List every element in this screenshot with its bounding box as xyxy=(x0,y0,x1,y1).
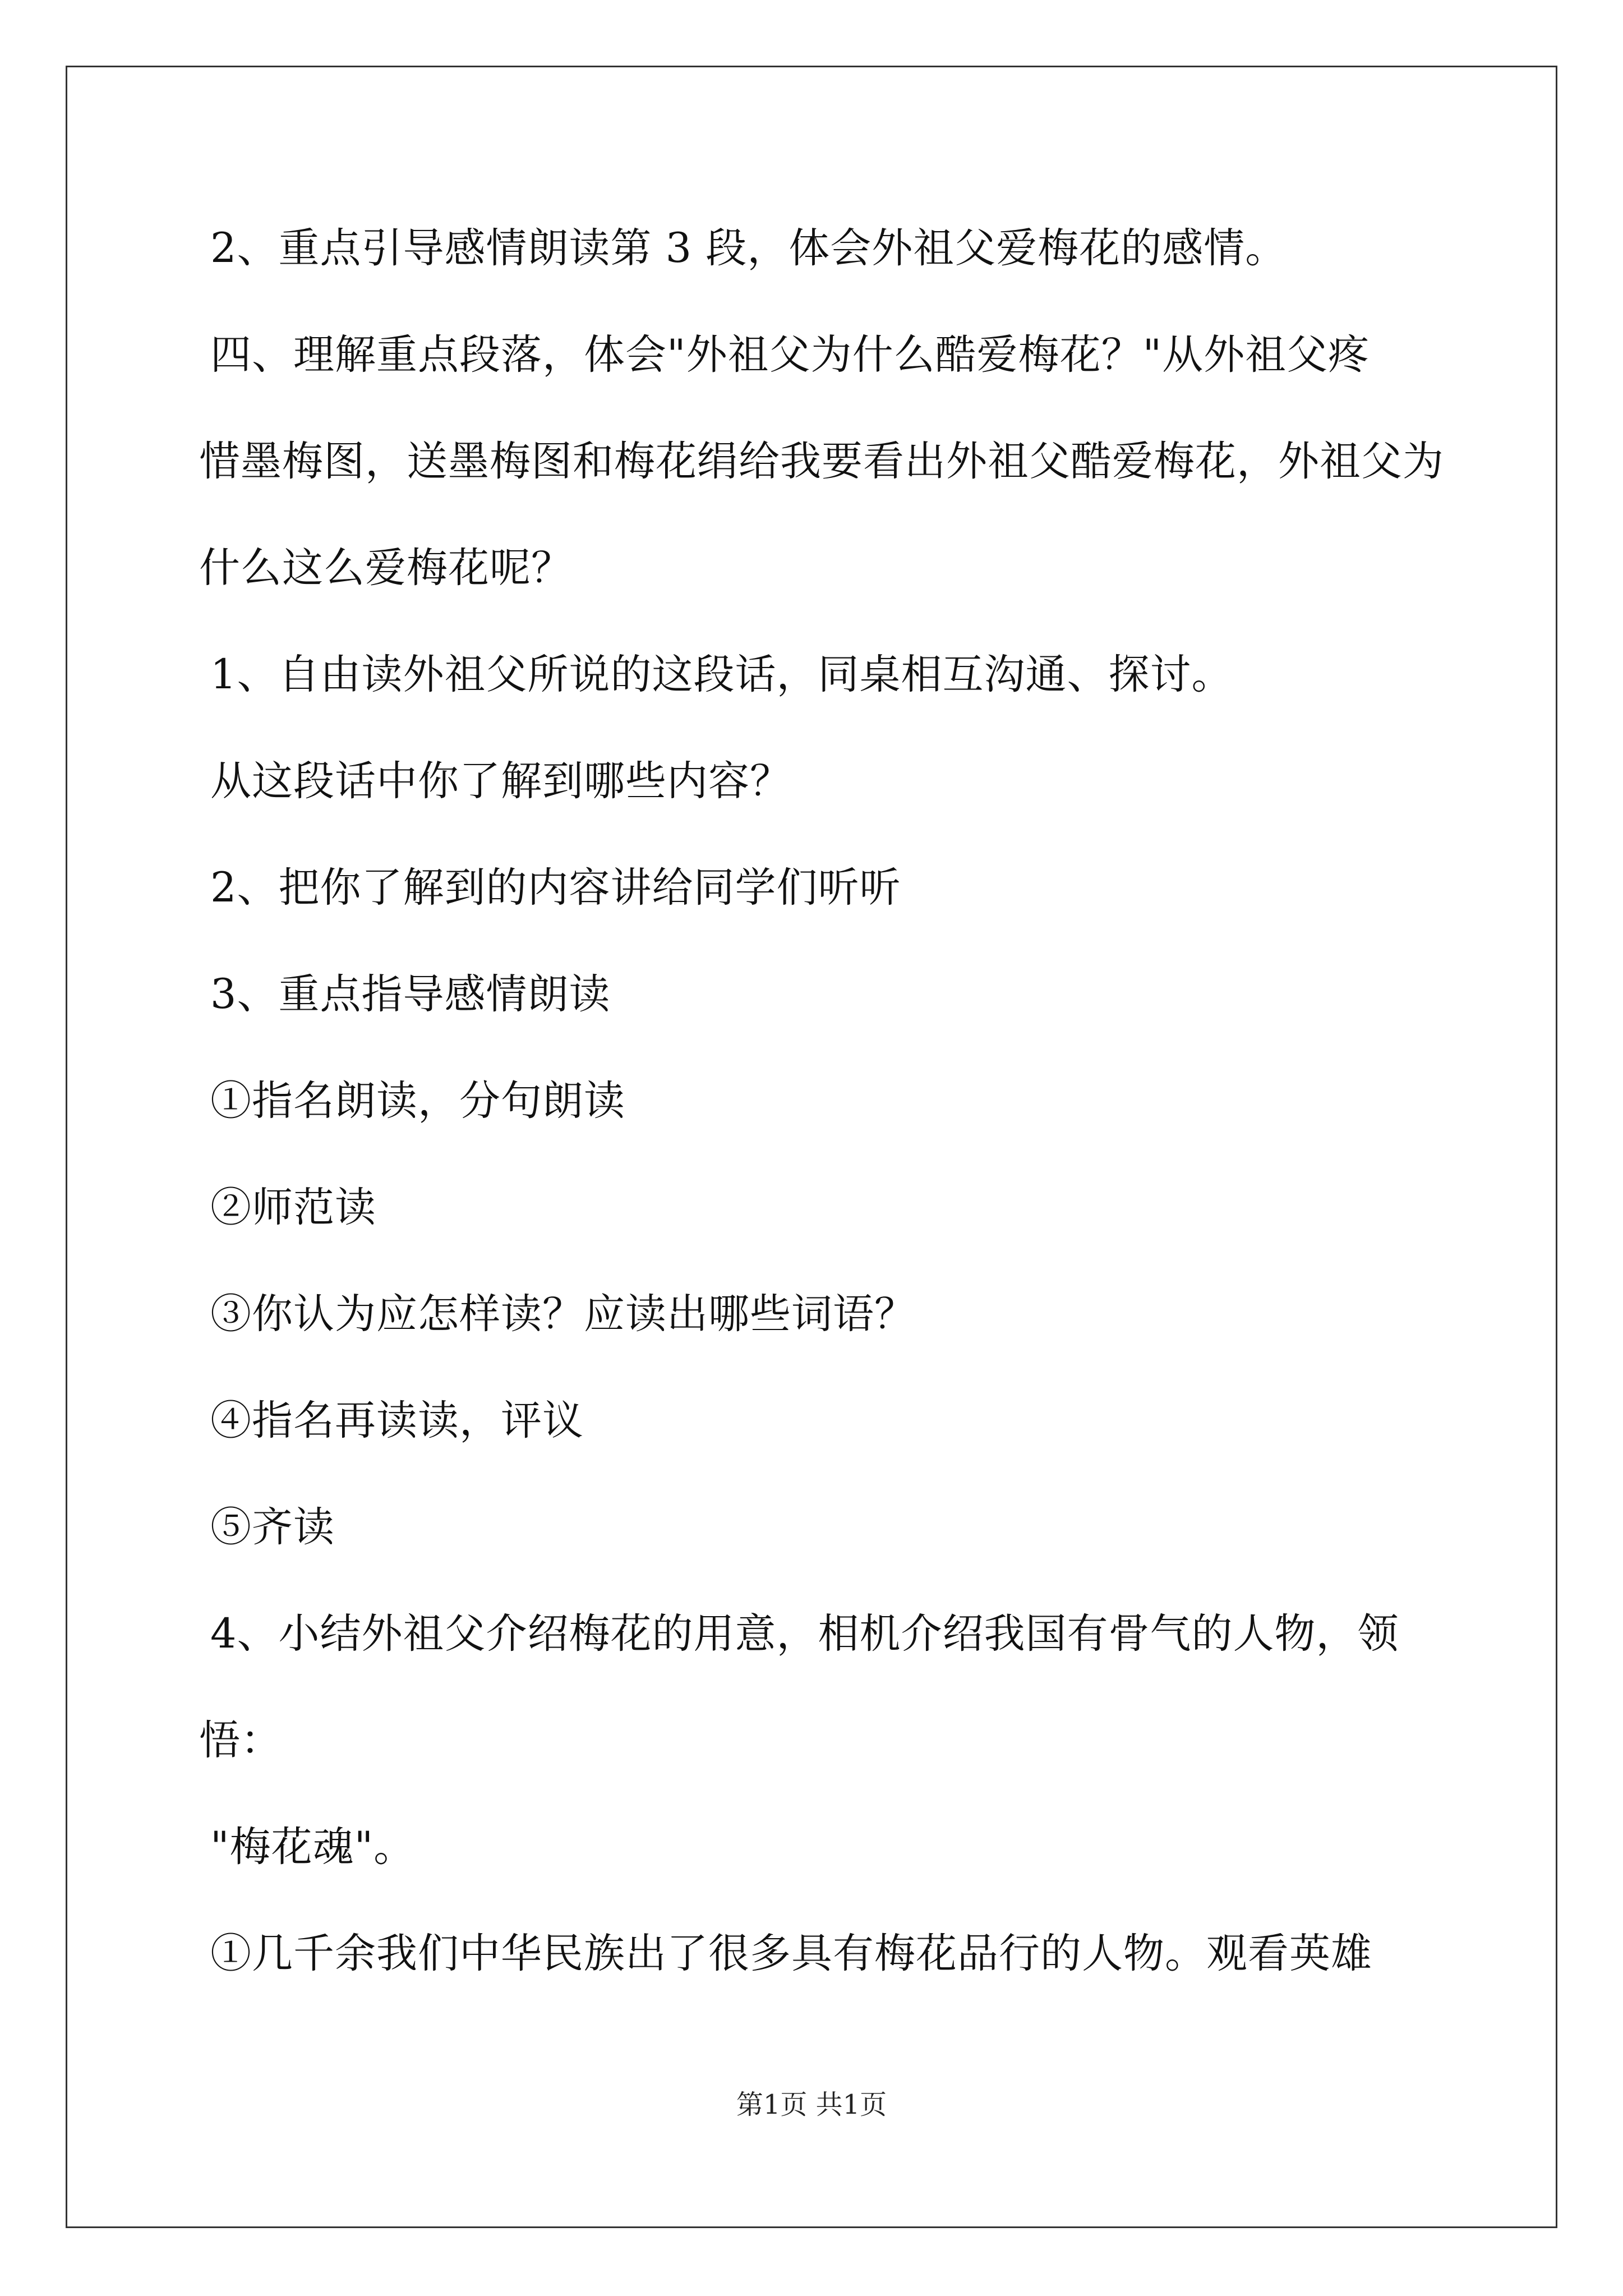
paragraph-line-2: 四、理解重点段落，体会"外祖父为什么酷爱梅花？"从外祖父疼 xyxy=(210,331,1370,379)
paragraph-line-16: "梅花魂"。 xyxy=(210,1823,416,1871)
paragraph-line-15: 悟： xyxy=(199,1717,282,1764)
paragraph-line-5: 1、自由读外祖父所说的这段话，同桌相互沟通、探讨。 xyxy=(210,651,1233,698)
paragraph-line-6: 从这段话中你了解到哪些内容？ xyxy=(210,757,791,805)
page-footer: 第1页 共1页 xyxy=(736,2089,887,2120)
paragraph-line-14: 4、小结外祖父介绍梅花的用意，相机介绍我国有骨气的人物，领 xyxy=(210,1610,1399,1658)
paragraph-line-3: 惜墨梅图，送墨梅图和梅花绢给我要看出外祖父酷爱梅花，外祖父为 xyxy=(199,438,1444,485)
paragraph-line-8: 3、重点指导感情朗读 xyxy=(210,970,611,1018)
paragraph-line-12: ④指名再读读，评议 xyxy=(210,1397,584,1444)
paragraph-line-1: 2、重点引导感情朗读第 3 段，体会外祖父爱梅花的感情。 xyxy=(210,224,1287,272)
paragraph-line-13: ⑤齐读 xyxy=(210,1503,335,1551)
paragraph-line-9: ①指名朗读，分句朗读 xyxy=(210,1077,625,1125)
page-border xyxy=(66,66,1557,2228)
paragraph-line-10: ②师范读 xyxy=(210,1184,376,1231)
paragraph-line-4: 什么这么爱梅花呢？ xyxy=(199,544,573,592)
paragraph-line-11: ③你认为应怎样读？应读出哪些词语？ xyxy=(210,1290,916,1338)
paragraph-line-7: 2、把你了解到的内容讲给同学们听听 xyxy=(210,864,901,912)
paragraph-line-17: ①几千余我们中华民族出了很多具有梅花品行的人物。观看英雄 xyxy=(210,1930,1372,1977)
